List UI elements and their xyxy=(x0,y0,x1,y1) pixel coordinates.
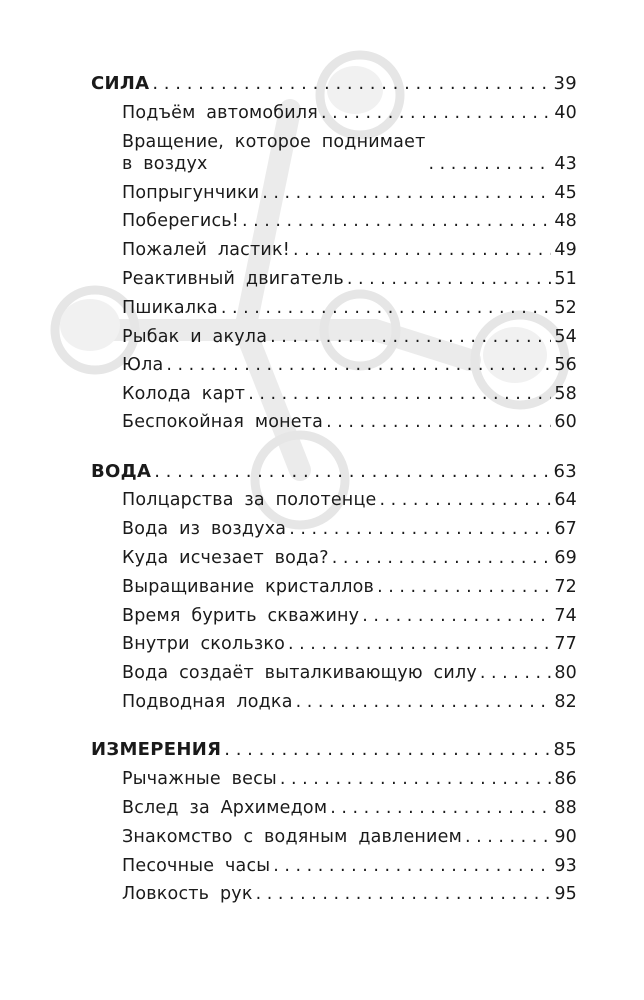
section-title: СИЛА xyxy=(91,73,150,94)
page-number: 56 xyxy=(554,355,577,375)
page-number: 64 xyxy=(554,490,577,510)
dot-leader xyxy=(326,411,551,433)
page-number: 80 xyxy=(554,663,577,683)
page-number: 43 xyxy=(554,154,577,174)
page-number: 63 xyxy=(553,461,577,482)
dot-leader xyxy=(347,268,551,290)
toc-item[interactable] xyxy=(122,855,577,877)
section-title: ИЗМЕРЕНИЯ xyxy=(91,739,222,760)
item-title: Подводная лодка xyxy=(122,692,293,712)
dot-leader xyxy=(321,102,551,124)
item-title: Реактивный двигатель xyxy=(122,269,344,289)
item-title: Выращивание кристаллов xyxy=(122,577,375,597)
dot-leader xyxy=(296,691,552,713)
dot-leader xyxy=(242,210,551,232)
item-title: Вслед за Архимедом xyxy=(122,798,328,818)
item-title: Внутри скользко xyxy=(122,634,286,654)
toc-item[interactable] xyxy=(122,102,577,124)
page-number: 69 xyxy=(554,548,577,568)
dot-leader xyxy=(465,826,551,848)
dot-leader xyxy=(377,576,551,598)
toc-section-voda[interactable] xyxy=(91,461,577,483)
page-number: 51 xyxy=(554,269,577,289)
toc-item[interactable] xyxy=(122,768,577,790)
page-number: 39 xyxy=(553,73,577,94)
page-number: 54 xyxy=(554,327,577,347)
dot-leader xyxy=(280,768,551,790)
dot-leader xyxy=(289,518,551,540)
page-number: 95 xyxy=(554,884,577,904)
dot-leader xyxy=(380,489,552,511)
page-number: 48 xyxy=(554,211,577,231)
dot-leader xyxy=(293,239,551,261)
toc-section-sila[interactable] xyxy=(91,73,577,95)
page-number: 58 xyxy=(554,384,577,404)
dot-leader xyxy=(154,461,550,483)
page-number: 85 xyxy=(553,739,577,760)
item-title: Поберегись! xyxy=(122,211,240,231)
item-title: Подъём автомобиля xyxy=(122,103,318,123)
toc-item[interactable] xyxy=(122,489,577,511)
page-number: 82 xyxy=(554,692,577,712)
page-number: 72 xyxy=(554,577,577,597)
page-number: 74 xyxy=(554,606,577,626)
dot-leader xyxy=(224,739,550,761)
page-number: 49 xyxy=(554,240,577,260)
section-title: ВОДА xyxy=(91,461,152,482)
item-title: Полцарства за полотенце xyxy=(122,490,377,510)
toc-item[interactable] xyxy=(122,662,577,684)
item-title: Вращение, которое поднимает в воздух xyxy=(122,132,426,174)
page-number: 40 xyxy=(554,103,577,123)
toc-item[interactable] xyxy=(122,239,577,261)
dot-leader xyxy=(166,354,551,376)
toc-section-izmereniya[interactable] xyxy=(91,739,577,761)
toc-item[interactable] xyxy=(122,605,577,627)
item-title: Время бурить скважину xyxy=(122,606,360,626)
toc-item[interactable] xyxy=(122,691,577,713)
toc-item[interactable] xyxy=(122,826,577,848)
page-number: 77 xyxy=(554,634,577,654)
toc-item[interactable] xyxy=(122,297,577,319)
dot-leader xyxy=(221,297,551,319)
dot-leader xyxy=(288,633,551,655)
dot-leader xyxy=(332,547,552,569)
toc-item[interactable] xyxy=(122,797,577,819)
item-title: Пожалей ластик! xyxy=(122,240,290,260)
page-number: 60 xyxy=(554,412,577,432)
item-title: Беспокойная монета xyxy=(122,412,324,432)
page-number: 52 xyxy=(554,298,577,318)
page-number: 90 xyxy=(554,827,577,847)
toc-item[interactable] xyxy=(122,383,577,405)
toc-item[interactable] xyxy=(122,883,577,905)
dot-leader xyxy=(248,383,551,405)
toc-item[interactable] xyxy=(122,633,577,655)
dot-leader xyxy=(428,153,551,175)
toc-item[interactable] xyxy=(122,326,577,348)
item-title: Куда исчезает вода? xyxy=(122,548,329,568)
page-number: 86 xyxy=(554,769,577,789)
item-title: Рычажные весы xyxy=(122,769,277,789)
toc-item[interactable] xyxy=(122,210,577,232)
item-title: Знакомство с водяным давлением xyxy=(122,827,462,847)
item-title: Ловкость рук xyxy=(122,884,253,904)
item-title: Колода карт xyxy=(122,384,246,404)
toc-item[interactable] xyxy=(122,131,577,175)
item-title: Пшикалка xyxy=(122,298,218,318)
item-title: Вода создаёт выталкивающую силу xyxy=(122,663,477,683)
toc-item[interactable] xyxy=(122,268,577,290)
dot-leader xyxy=(256,883,552,905)
page-number: 88 xyxy=(554,798,577,818)
item-title: Песочные часы xyxy=(122,856,271,876)
page-number: 93 xyxy=(554,856,577,876)
page-number: 67 xyxy=(554,519,577,539)
dot-leader xyxy=(152,73,550,95)
dot-leader xyxy=(330,797,551,819)
dot-leader xyxy=(362,605,551,627)
item-title: Юла xyxy=(122,355,164,375)
dot-leader xyxy=(270,326,551,348)
toc-item[interactable] xyxy=(122,576,577,598)
toc-item[interactable] xyxy=(122,518,577,540)
dot-leader xyxy=(480,662,551,684)
toc-item[interactable] xyxy=(122,354,577,376)
item-title: Рыбак и акула xyxy=(122,327,268,347)
page-number: 45 xyxy=(554,183,577,203)
item-title: Вода из воздуха xyxy=(122,519,287,539)
item-title: Попрыгунчики xyxy=(122,183,260,203)
toc-item[interactable] xyxy=(122,182,577,204)
dot-leader xyxy=(262,182,551,204)
dot-leader xyxy=(273,855,551,877)
toc-item[interactable] xyxy=(122,411,577,433)
toc-item[interactable] xyxy=(122,547,577,569)
